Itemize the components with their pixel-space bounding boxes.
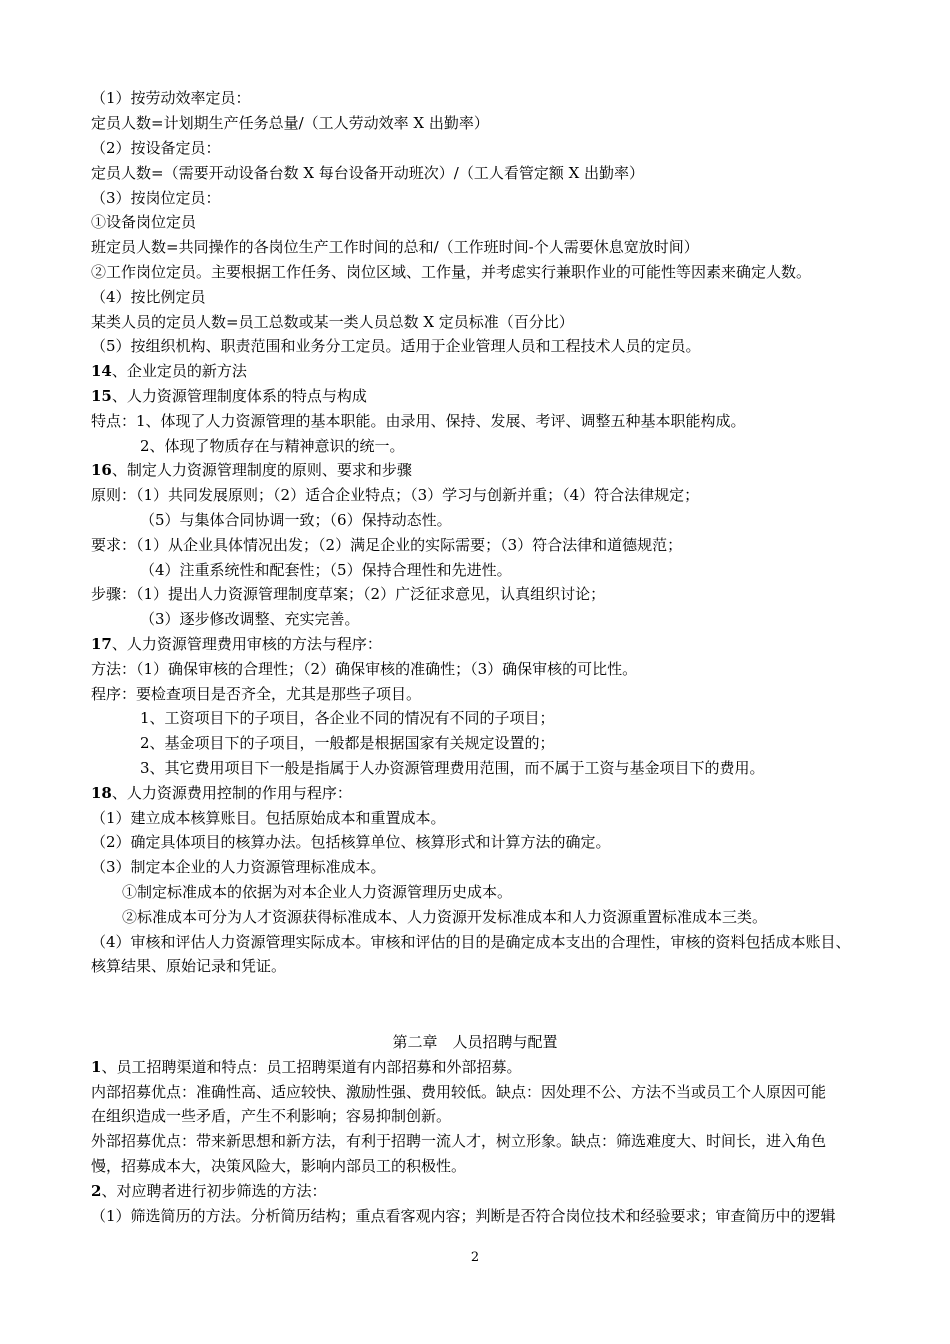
text-line: 步骤：（1）提出人力资源管理制度草案；（2）广泛征求意见，认真组织讨论； <box>91 585 606 603</box>
text-line: 方法：（1）确保审核的合理性；（2）确保审核的准确性；（3）确保审核的可比性。 <box>91 660 638 678</box>
text-line: （1）按劳动效率定员： <box>91 89 251 107</box>
section-heading <box>91 1055 521 1080</box>
text-line: 特点：1、体现了人力资源管理的基本职能。由录用、保持、发展、考评、调整五种基本职能构成。 <box>91 412 746 430</box>
text-line: （2）确定具体项目的核算办法。包括核算单位、核算形式和计算方法的确定。 <box>91 833 611 851</box>
page-number: 2 <box>470 1250 480 1265</box>
text-line: （1）筛选简历的方法。分析简历结构；重点看客观内容；判断是否符合岗位技术和经验要求；审查简历中的逻辑 <box>91 1207 836 1225</box>
text-line: 程序：要检查项目是否齐全，尤其是那些子项目。 <box>91 685 422 703</box>
section-title: 、企业定员的新方法 <box>111 362 247 380</box>
section-heading <box>91 384 367 409</box>
text-line: （5）按组织机构、职责范围和业务分工定员。适用于企业管理人员和工程技术人员的定员。 <box>91 337 701 355</box>
chapter-title: 第二章 人员招聘与配置 <box>392 1033 558 1051</box>
text-line: ①制定标准成本的依据为对本企业人力资源管理历史成本。 <box>122 883 513 901</box>
text-line: （4）注重系统性和配套性；（5）保持合理性和先进性。 <box>140 561 512 579</box>
text-line: 内部招募优点：准确性高、适应较快、激励性强、费用较低。缺点：因处理不公、方法不当或员工个人原因可能 <box>91 1083 827 1101</box>
text-line: （4）审核和评估人力资源管理实际成本。审核和评估的目的是确定成本支出的合理性，审核的资料包括成本账目、 <box>91 933 851 951</box>
section-heading <box>91 781 352 806</box>
text-line: 2、体现了物质存在与精神意识的统一。 <box>140 437 405 455</box>
text-line: 慢，招募成本大，决策风险大，影响内部员工的积极性。 <box>91 1157 467 1175</box>
text-line: 定员人数=计划期生产任务总量/（工人劳动效率 X 出勤率） <box>91 114 489 132</box>
text-line: （4）按比例定员 <box>91 288 206 306</box>
section-number: 14 <box>91 362 112 380</box>
text-line: ①设备岗位定员 <box>91 213 197 231</box>
text-line: （3）按岗位定员： <box>91 189 221 207</box>
section-title: 、人力资源管理费用审核的方法与程序： <box>111 635 382 653</box>
section-title: 、对应聘者进行初步筛选的方法： <box>101 1182 327 1200</box>
section-title: 、员工招聘渠道和特点：员工招聘渠道有内部招募和外部招募。 <box>101 1058 522 1076</box>
section-number: 17 <box>91 635 112 653</box>
text-line: 原则：（1）共同发展原则；（2）适合企业特点；（3）学习与创新并重；（4）符合法律规定； <box>91 486 700 504</box>
section-title: 、人力资源管理制度体系的特点与构成 <box>111 387 367 405</box>
text-line: ②标准成本可分为人才资源获得标准成本、人力资源开发标准成本和人力资源重置标准成本三类。 <box>122 908 768 926</box>
section-heading <box>91 458 412 483</box>
text-line: 核算结果、原始记录和凭证。 <box>91 957 287 975</box>
text-line: ②工作岗位定员。主要根据工作任务、岗位区域、工作量，并考虑实行兼职作业的可能性等因素来确定人数。 <box>91 263 812 281</box>
text-line: 2、基金项目下的子项目，一般都是根据国家有关规定设置的； <box>140 734 555 752</box>
text-line: （1）建立成本核算账目。包括原始成本和重置成本。 <box>91 809 446 827</box>
section-title: 、人力资源费用控制的作用与程序： <box>111 784 352 802</box>
section-title: 、制定人力资源管理制度的原则、要求和步骤 <box>111 461 412 479</box>
section-heading <box>91 632 382 657</box>
text-line: （5）与集体合同协调一致；（6）保持动态性。 <box>140 511 452 529</box>
text-line: 某类人员的定员人数=员工总数或某一类人员总数 X 定员标准（百分比） <box>91 313 574 331</box>
section-number: 2 <box>91 1182 102 1200</box>
text-line: 外部招募优点：带来新思想和新方法，有利于招聘一流人才，树立形象。缺点：筛选难度大、时间长，进入角色 <box>91 1132 827 1150</box>
text-line: 要求：（1）从企业具体情况出发；（2）满足企业的实际需要；（3）符合法律和道德规范； <box>91 536 683 554</box>
text-line: （2）按设备定员： <box>91 139 221 157</box>
text-line: 1、工资项目下的子项目，各企业不同的情况有不同的子项目； <box>140 709 555 727</box>
section-number: 18 <box>91 784 112 802</box>
text-line: （3）逐步修改调整、充实完善。 <box>140 610 360 628</box>
text-line: 在组织造成一些矛盾，产生不利影响；容易抑制创新。 <box>91 1107 452 1125</box>
section-number: 1 <box>91 1058 102 1076</box>
section-number: 15 <box>91 387 112 405</box>
text-line: 3、其它费用项目下一般是指属于人办资源管理费用范围，而不属于工资与基金项目下的费用。 <box>140 759 765 777</box>
section-heading <box>91 359 247 384</box>
section-heading <box>91 1179 326 1204</box>
text-line: （3）制定本企业的人力资源管理标准成本。 <box>91 858 386 876</box>
text-line: 定员人数=（需要开动设备台数 X 每台设备开动班次）/（工人看管定额 X 出勤率） <box>91 164 645 182</box>
text-line: 班定员人数=共同操作的各岗位生产工作时间的总和/（工作班时间-个人需要休息宽放时间） <box>91 238 699 256</box>
section-number: 16 <box>91 461 112 479</box>
